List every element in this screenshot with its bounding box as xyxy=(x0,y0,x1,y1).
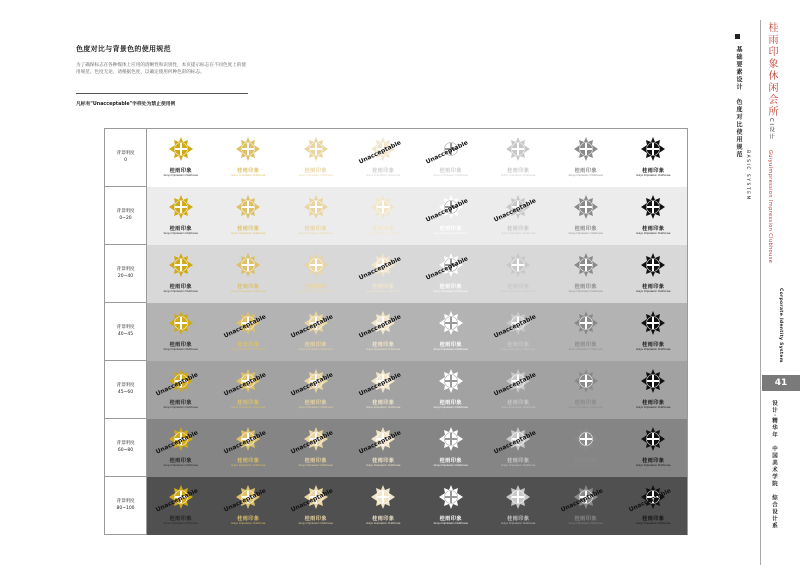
unacceptable-stamp: Unacceptable xyxy=(492,371,537,398)
brand-subtitle: Guiyu Impression Clubhouse xyxy=(433,290,468,293)
logo-sample-cell xyxy=(620,303,688,361)
brand-name: 桂雨印象 xyxy=(372,458,395,464)
logo-sample-cell xyxy=(215,477,283,535)
brand-name: 桂雨印象 xyxy=(372,342,395,348)
brand-emblem-icon xyxy=(506,485,530,509)
brand-subtitle: Guiyu Impression Clubhouse xyxy=(433,522,468,525)
row-label-name: 背景明度 xyxy=(116,151,135,156)
brand-subtitle: Guiyu Impression Clubhouse xyxy=(568,174,603,177)
brand-emblem-icon xyxy=(574,253,598,277)
row-label-range: 60~80 xyxy=(117,448,134,453)
row-label xyxy=(105,303,147,361)
brand-subtitle: Guiyu Impression Clubhouse xyxy=(298,232,333,235)
brand-subtitle: Guiyu Impression Clubhouse xyxy=(636,174,671,177)
brand-name: 桂雨印象 xyxy=(574,400,597,406)
brand-emblem-icon xyxy=(169,253,193,277)
brand-emblem-icon xyxy=(574,369,598,393)
sidebar-ci-label: CI设计 xyxy=(768,118,774,141)
brand-emblem-icon xyxy=(641,195,665,219)
logo-sample-cell xyxy=(417,477,485,535)
sidebar-system-en: Corporate Identity System xyxy=(778,288,783,363)
sidebar-sub-heading: BASIC SYSTEM xyxy=(745,150,750,201)
row-label xyxy=(105,361,147,419)
unacceptable-stamp: Unacceptable xyxy=(289,429,335,456)
brand-emblem-icon xyxy=(439,311,463,335)
brand-subtitle: Guiyu Impression Clubhouse xyxy=(231,522,266,525)
unacceptable-stamp: Unacceptable xyxy=(559,487,605,514)
unacceptable-stamp: Unacceptable xyxy=(424,255,470,282)
brand-emblem-icon xyxy=(236,137,260,161)
logo-sample-cell xyxy=(147,245,215,303)
brand-subtitle: Guiyu Impression Clubhouse xyxy=(231,348,266,351)
sidebar-square-icon xyxy=(735,34,740,39)
sidebar-main-heading: 基础要素设计 色度对比使用规范 xyxy=(735,46,742,159)
row-label-range: 80~100 xyxy=(116,506,135,511)
row-label-range: 40~45 xyxy=(117,332,134,337)
unacceptable-stamp: Unacceptable xyxy=(492,197,537,224)
brand-subtitle: Guiyu Impression Clubhouse xyxy=(231,232,266,235)
brand-emblem-icon xyxy=(304,195,328,219)
brand-subtitle: Guiyu Impression Clubhouse xyxy=(636,464,671,467)
brand-name: 桂雨印象 xyxy=(642,226,665,232)
logo-sample-cell xyxy=(350,303,418,361)
logo-sample-cell xyxy=(485,303,553,361)
brand-emblem-icon xyxy=(641,311,665,335)
row-label xyxy=(105,245,147,303)
brand-subtitle: Guiyu Impression Clubhouse xyxy=(366,406,401,409)
unacceptable-stamp: Unacceptable xyxy=(222,313,267,340)
brand-name: 桂雨印象 xyxy=(304,168,327,174)
logo-sample-cell xyxy=(485,419,553,477)
brand-subtitle: Guiyu Impression Clubhouse xyxy=(298,464,333,467)
brand-name: 桂雨印象 xyxy=(169,516,192,522)
brand-name: 桂雨印象 xyxy=(574,458,597,464)
brand-name: 桂雨印象 xyxy=(642,516,665,522)
brand-subtitle: Guiyu Impression Clubhouse xyxy=(433,348,468,351)
logo-sample-cell xyxy=(215,303,283,361)
logo-sample-cell xyxy=(620,361,688,419)
brand-subtitle: Guiyu Impression Clubhouse xyxy=(366,464,401,467)
brand-subtitle: Guiyu Impression Clubhouse xyxy=(636,348,671,351)
brand-emblem-icon xyxy=(574,427,598,451)
brand-subtitle: Guiyu Impression Clubhouse xyxy=(163,464,198,467)
brand-emblem-icon xyxy=(439,427,463,451)
brand-emblem-icon xyxy=(371,195,395,219)
logo-sample-cell xyxy=(215,419,283,477)
row-background xyxy=(147,245,687,303)
logo-sample-cell xyxy=(147,303,215,361)
brand-name: 桂雨印象 xyxy=(169,168,192,174)
logo-sample-cell xyxy=(147,419,215,477)
brand-subtitle: Guiyu Impression Clubhouse xyxy=(366,348,401,351)
brand-name: 桂雨印象 xyxy=(304,400,327,406)
brand-name: 桂雨印象 xyxy=(237,458,260,464)
brand-name: 桂雨印象 xyxy=(439,226,462,232)
row-label-name: 背景明度 xyxy=(116,383,135,388)
unacceptable-stamp: Unacceptable xyxy=(492,313,537,340)
brand-name: 桂雨印象 xyxy=(439,168,462,174)
logo-sample-cell xyxy=(417,129,485,187)
brand-subtitle: Guiyu Impression Clubhouse xyxy=(366,290,401,293)
brand-name: 桂雨印象 xyxy=(642,458,665,464)
logo-sample-cell xyxy=(215,245,283,303)
logo-sample-cell xyxy=(552,187,620,245)
brand-name: 桂雨印象 xyxy=(372,226,395,232)
brand-emblem-icon xyxy=(169,195,193,219)
logo-sample-cell xyxy=(147,187,215,245)
logo-sample-cell xyxy=(620,187,688,245)
brand-emblem-icon xyxy=(304,137,328,161)
brand-name: 桂雨印象 xyxy=(507,400,530,406)
row-label xyxy=(105,187,147,245)
logo-sample-cell xyxy=(282,477,350,535)
brightness-row xyxy=(105,361,687,419)
page-number: 41 xyxy=(762,375,800,391)
logo-sample-cell xyxy=(417,245,485,303)
brand-name: 桂雨印象 xyxy=(237,516,260,522)
brand-name: 桂雨印象 xyxy=(439,458,462,464)
logo-sample-cell xyxy=(552,303,620,361)
row-label-name: 背景明度 xyxy=(116,267,135,272)
logo-sample-cell xyxy=(350,419,418,477)
brand-name: 桂雨印象 xyxy=(642,342,665,348)
row-background xyxy=(147,477,687,535)
row-label-range: 20~40 xyxy=(117,274,134,279)
brand-name: 桂雨印象 xyxy=(574,516,597,522)
unacceptable-stamp: Unacceptable xyxy=(627,487,672,514)
brand-emblem-icon xyxy=(574,311,598,335)
brand-subtitle: Guiyu Impression Clubhouse xyxy=(231,290,266,293)
unacceptable-stamp: Unacceptable xyxy=(357,313,402,340)
brand-name: 桂雨印象 xyxy=(507,168,530,174)
logo-sample-cell xyxy=(552,419,620,477)
brand-emblem-icon xyxy=(304,253,328,277)
brand-name: 桂雨印象 xyxy=(237,168,260,174)
brand-emblem-icon xyxy=(169,137,193,161)
brand-name: 桂雨印象 xyxy=(304,284,327,290)
sidebar-divider xyxy=(760,20,761,565)
brightness-row xyxy=(105,303,687,361)
logo-sample-cell xyxy=(485,245,553,303)
logo-sample-cell xyxy=(147,361,215,419)
brand-name: 桂雨印象 xyxy=(439,284,462,290)
row-label-range: 0 xyxy=(124,158,127,163)
brand-name: 桂雨印象 xyxy=(507,284,530,290)
brand-emblem-icon xyxy=(641,253,665,277)
brand-subtitle: Guiyu Impression Clubhouse xyxy=(501,174,536,177)
brand-name: 桂雨印象 xyxy=(507,516,530,522)
brand-name: 桂雨印象 xyxy=(574,168,597,174)
unacceptable-stamp: Unacceptable xyxy=(424,197,470,224)
row-label xyxy=(105,419,147,477)
row-background xyxy=(147,129,687,187)
brand-name: 桂雨印象 xyxy=(169,226,192,232)
brand-name: 桂雨印象 xyxy=(169,458,192,464)
row-label-name: 背景明度 xyxy=(116,209,135,214)
brand-subtitle: Guiyu Impression Clubhouse xyxy=(501,522,536,525)
brand-name: 桂雨印象 xyxy=(372,400,395,406)
logo-sample-cell xyxy=(485,361,553,419)
brand-subtitle: Guiyu Impression Clubhouse xyxy=(298,348,333,351)
brand-name: 桂雨印象 xyxy=(439,342,462,348)
sidebar-brand-en: GuiyuImpression Impression Clubhouse xyxy=(767,150,773,264)
brand-name: 桂雨印象 xyxy=(237,284,260,290)
row-label xyxy=(105,477,147,535)
brightness-row xyxy=(105,245,687,303)
logo-sample-cell xyxy=(282,187,350,245)
brand-subtitle: Guiyu Impression Clubhouse xyxy=(568,464,603,467)
brand-emblem-icon xyxy=(641,137,665,161)
brand-name: 桂雨印象 xyxy=(507,458,530,464)
unacceptable-stamp: Unacceptable xyxy=(424,139,470,166)
logo-sample-cell xyxy=(147,477,215,535)
row-label-range: 45~60 xyxy=(117,390,134,395)
brand-name: 桂雨印象 xyxy=(304,226,327,232)
brightness-row xyxy=(105,187,687,245)
brand-subtitle: Guiyu Impression Clubhouse xyxy=(163,290,198,293)
row-background xyxy=(147,187,687,245)
brand-subtitle: Guiyu Impression Clubhouse xyxy=(433,232,468,235)
logo-sample-cell xyxy=(552,477,620,535)
logo-sample-cell xyxy=(552,361,620,419)
brand-name: 桂雨印象 xyxy=(642,168,665,174)
brand-name: 桂雨印象 xyxy=(372,284,395,290)
row-label-range: 0~20 xyxy=(119,216,132,221)
logo-sample-cell xyxy=(282,129,350,187)
brand-emblem-icon xyxy=(641,427,665,451)
brand-subtitle: Guiyu Impression Clubhouse xyxy=(231,464,266,467)
brand-name: 桂雨印象 xyxy=(237,400,260,406)
logo-sample-cell xyxy=(282,361,350,419)
logo-sample-cell xyxy=(350,187,418,245)
brand-subtitle: Guiyu Impression Clubhouse xyxy=(298,406,333,409)
brand-subtitle: Guiyu Impression Clubhouse xyxy=(298,522,333,525)
brand-emblem-icon xyxy=(439,369,463,393)
logo-sample-cell xyxy=(417,419,485,477)
brand-name: 桂雨印象 xyxy=(439,400,462,406)
unacceptable-stamp: Unacceptable xyxy=(154,371,200,398)
unacceptable-note: 凡标有"Unacceptable"字样处为禁止使用例 xyxy=(76,102,176,107)
unacceptable-stamp: Unacceptable xyxy=(357,255,402,282)
brand-subtitle: Guiyu Impression Clubhouse xyxy=(433,174,468,177)
logo-sample-cell xyxy=(282,245,350,303)
brand-name: 桂雨印象 xyxy=(507,226,530,232)
brand-subtitle: Guiyu Impression Clubhouse xyxy=(433,464,468,467)
intro-text: 为了确保标志在各种媒体上应用的清晰性和识别性，本页提示标志在不同色度上的使用规范，色度无论，请根据色度，以确定使用何种色彩的标志。 xyxy=(76,63,246,75)
brand-name: 桂雨印象 xyxy=(169,400,192,406)
logo-sample-cell xyxy=(417,361,485,419)
row-label-name: 背景明度 xyxy=(116,441,135,446)
brand-name: 桂雨印象 xyxy=(372,516,395,522)
brightness-row xyxy=(105,129,687,187)
logo-sample-cell xyxy=(552,129,620,187)
brand-emblem-icon xyxy=(506,253,530,277)
logo-sample-cell xyxy=(485,129,553,187)
logo-sample-cell xyxy=(552,245,620,303)
brand-subtitle: Guiyu Impression Clubhouse xyxy=(298,174,333,177)
unacceptable-stamp: Unacceptable xyxy=(357,429,402,456)
unacceptable-stamp: Unacceptable xyxy=(154,487,200,514)
brand-name: 桂雨印象 xyxy=(642,400,665,406)
unacceptable-stamp: Unacceptable xyxy=(289,487,335,514)
brand-subtitle: Guiyu Impression Clubhouse xyxy=(501,348,536,351)
logo-sample-cell xyxy=(417,303,485,361)
logo-sample-cell xyxy=(350,245,418,303)
brand-subtitle: Guiyu Impression Clubhouse xyxy=(568,290,603,293)
brand-subtitle: Guiyu Impression Clubhouse xyxy=(366,174,401,177)
brand-subtitle: Guiyu Impression Clubhouse xyxy=(163,522,198,525)
sidebar-footer: 设计·精华年 中国美术学院 综合设计系 xyxy=(771,400,777,530)
logo-sample-cell xyxy=(485,187,553,245)
row-background xyxy=(147,303,687,361)
sidebar-brand-cn: 桂雨印象休闲会所 xyxy=(766,22,777,118)
logo-sample-cell xyxy=(147,129,215,187)
logo-sample-cell xyxy=(620,477,688,535)
brand-emblem-icon xyxy=(371,485,395,509)
brand-subtitle: Guiyu Impression Clubhouse xyxy=(298,290,333,293)
brand-name: 桂雨印象 xyxy=(169,342,192,348)
unacceptable-stamp: Unacceptable xyxy=(222,429,267,456)
row-background xyxy=(147,361,687,419)
brand-subtitle: Guiyu Impression Clubhouse xyxy=(231,174,266,177)
brand-subtitle: Guiyu Impression Clubhouse xyxy=(636,290,671,293)
logo-sample-cell xyxy=(350,361,418,419)
brand-subtitle: Guiyu Impression Clubhouse xyxy=(163,406,198,409)
brightness-row xyxy=(105,477,687,535)
brand-name: 桂雨印象 xyxy=(372,168,395,174)
brand-name: 桂雨印象 xyxy=(507,342,530,348)
brand-name: 桂雨印象 xyxy=(574,226,597,232)
brand-emblem-icon xyxy=(236,253,260,277)
unacceptable-stamp: Unacceptable xyxy=(289,313,335,340)
brand-name: 桂雨印象 xyxy=(304,342,327,348)
brand-name: 桂雨印象 xyxy=(237,342,260,348)
logo-sample-cell xyxy=(620,129,688,187)
brand-subtitle: Guiyu Impression Clubhouse xyxy=(501,290,536,293)
unacceptable-stamp: Unacceptable xyxy=(222,487,267,514)
intro-divider xyxy=(76,93,248,94)
brand-subtitle: Guiyu Impression Clubhouse xyxy=(163,232,198,235)
section-title: 色度对比与背景色的使用规范 xyxy=(76,45,171,53)
brand-subtitle: Guiyu Impression Clubhouse xyxy=(501,464,536,467)
row-label xyxy=(105,129,147,187)
brand-subtitle: Guiyu Impression Clubhouse xyxy=(568,232,603,235)
brand-name: 桂雨印象 xyxy=(574,342,597,348)
logo-sample-cell xyxy=(620,245,688,303)
brand-emblem-icon xyxy=(641,369,665,393)
brand-subtitle: Guiyu Impression Clubhouse xyxy=(231,406,266,409)
logo-sample-cell xyxy=(215,361,283,419)
brand-name: 桂雨印象 xyxy=(237,226,260,232)
unacceptable-stamp: Unacceptable xyxy=(357,371,402,398)
brand-emblem-icon xyxy=(574,137,598,161)
brand-name: 桂雨印象 xyxy=(304,516,327,522)
brand-subtitle: Guiyu Impression Clubhouse xyxy=(163,174,198,177)
logo-sample-cell xyxy=(282,419,350,477)
brand-emblem-icon xyxy=(439,485,463,509)
unacceptable-stamp: Unacceptable xyxy=(357,139,402,166)
brand-subtitle: Guiyu Impression Clubhouse xyxy=(433,406,468,409)
logo-sample-cell xyxy=(620,419,688,477)
logo-sample-cell xyxy=(215,187,283,245)
logo-sample-cell xyxy=(417,187,485,245)
brand-name: 桂雨印象 xyxy=(439,516,462,522)
brand-subtitle: Guiyu Impression Clubhouse xyxy=(163,348,198,351)
brand-name: 桂雨印象 xyxy=(304,458,327,464)
brand-emblem-icon xyxy=(169,311,193,335)
brand-subtitle: Guiyu Impression Clubhouse xyxy=(636,406,671,409)
row-label-name: 背景明度 xyxy=(116,499,135,504)
brand-subtitle: Guiyu Impression Clubhouse xyxy=(568,348,603,351)
brand-subtitle: Guiyu Impression Clubhouse xyxy=(501,406,536,409)
brand-emblem-icon xyxy=(506,137,530,161)
brand-subtitle: Guiyu Impression Clubhouse xyxy=(636,522,671,525)
brand-subtitle: Guiyu Impression Clubhouse xyxy=(568,406,603,409)
unacceptable-stamp: Unacceptable xyxy=(222,371,267,398)
brand-emblem-icon xyxy=(236,195,260,219)
logo-sample-cell xyxy=(350,477,418,535)
brand-subtitle: Guiyu Impression Clubhouse xyxy=(366,232,401,235)
brand-name: 桂雨印象 xyxy=(574,284,597,290)
row-label-name: 背景明度 xyxy=(116,325,135,330)
unacceptable-stamp: Unacceptable xyxy=(289,371,335,398)
logo-sample-cell xyxy=(485,477,553,535)
brightness-row xyxy=(105,419,687,477)
contrast-grid xyxy=(104,128,688,535)
brand-name: 桂雨印象 xyxy=(169,284,192,290)
brand-emblem-icon xyxy=(574,195,598,219)
logo-sample-cell xyxy=(215,129,283,187)
row-background xyxy=(147,419,687,477)
logo-sample-cell xyxy=(350,129,418,187)
unacceptable-stamp: Unacceptable xyxy=(492,429,537,456)
logo-sample-cell xyxy=(282,303,350,361)
brand-name: 桂雨印象 xyxy=(642,284,665,290)
brand-subtitle: Guiyu Impression Clubhouse xyxy=(501,232,536,235)
unacceptable-stamp: Unacceptable xyxy=(154,429,200,456)
brand-subtitle: Guiyu Impression Clubhouse xyxy=(568,522,603,525)
brand-subtitle: Guiyu Impression Clubhouse xyxy=(636,232,671,235)
brand-subtitle: Guiyu Impression Clubhouse xyxy=(366,522,401,525)
